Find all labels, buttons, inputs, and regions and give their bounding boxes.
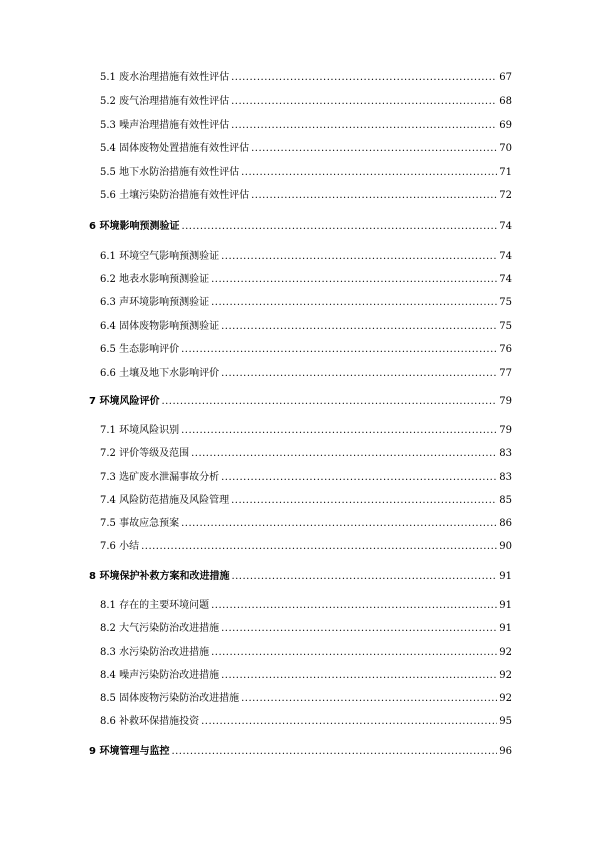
toc-entry-7-1[interactable] xyxy=(100,424,512,438)
toc-chapter-label: 7 环境风险评价 xyxy=(89,396,160,407)
dot-leader xyxy=(191,447,497,461)
toc-page-number: 91 xyxy=(499,600,512,611)
toc-page-number: 75 xyxy=(499,297,512,308)
dot-leader xyxy=(181,424,497,438)
toc-page-number: 72 xyxy=(499,190,512,201)
toc-page-number: 86 xyxy=(499,518,512,529)
toc-chapter-9[interactable] xyxy=(89,745,512,759)
toc-page-number: 83 xyxy=(499,472,512,483)
toc-entry-8-5[interactable] xyxy=(100,692,512,706)
toc-entry-8-4[interactable] xyxy=(100,669,512,683)
dot-leader xyxy=(181,517,497,531)
toc-chapter-7[interactable] xyxy=(89,395,512,409)
toc-entry-6-3[interactable] xyxy=(100,296,512,310)
toc-page-number: 79 xyxy=(499,425,512,436)
toc-page-number: 85 xyxy=(499,495,512,506)
toc-page-number: 90 xyxy=(499,541,512,552)
toc-entry-label: 8.3 水污染防治改进措施 xyxy=(100,647,210,658)
toc-entry-label: 7.4 风险防范措施及风险管理 xyxy=(100,495,230,506)
dot-leader xyxy=(211,296,497,310)
toc-entry-6-1[interactable] xyxy=(100,250,512,264)
toc-page-number: 74 xyxy=(499,274,512,285)
toc-entry-6-4[interactable] xyxy=(100,320,512,334)
toc-page-number: 92 xyxy=(499,693,512,704)
dot-leader xyxy=(221,669,497,683)
dot-leader xyxy=(171,745,497,759)
dot-leader xyxy=(211,273,497,287)
toc-entry-5-5[interactable] xyxy=(100,166,512,180)
toc-page-number: 74 xyxy=(499,221,512,232)
toc-page-number: 77 xyxy=(499,368,512,379)
toc-entry-5-2[interactable] xyxy=(100,95,512,109)
dot-leader xyxy=(161,395,497,409)
toc-page-number: 69 xyxy=(499,120,512,131)
toc-page-number: 83 xyxy=(499,448,512,459)
toc-page-number: 70 xyxy=(499,143,512,154)
toc-entry-label: 6.2 地表水影响预测验证 xyxy=(100,274,210,285)
dot-leader xyxy=(211,646,497,660)
toc-page-number: 92 xyxy=(499,647,512,658)
toc-entry-5-3[interactable] xyxy=(100,119,512,133)
toc-entry-8-3[interactable] xyxy=(100,646,512,660)
dot-leader xyxy=(221,320,497,334)
toc-page-number: 95 xyxy=(499,716,512,727)
dot-leader xyxy=(221,367,497,381)
dot-leader xyxy=(241,166,497,180)
toc-page-number: 96 xyxy=(499,746,512,757)
toc-entry-7-2[interactable] xyxy=(100,447,512,461)
toc-entry-label: 8.4 噪声污染防治改进措施 xyxy=(100,670,220,681)
dot-leader xyxy=(141,540,497,554)
dot-leader xyxy=(251,189,497,203)
toc-entry-7-5[interactable] xyxy=(100,517,512,531)
dot-leader xyxy=(211,599,497,613)
dot-leader xyxy=(221,622,497,636)
toc-entry-label: 5.5 地下水防治措施有效性评估 xyxy=(100,167,240,178)
dot-leader xyxy=(231,570,497,584)
toc-entry-label: 6.6 土壤及地下水影响评价 xyxy=(100,368,220,379)
toc-entry-label: 6.3 声环境影响预测验证 xyxy=(100,297,210,308)
toc-entry-label: 8.1 存在的主要环境问题 xyxy=(100,600,210,611)
toc-entry-label: 5.4 固体废物处置措施有效性评估 xyxy=(100,143,250,154)
toc-chapter-label: 6 环境影响预测验证 xyxy=(89,221,180,232)
toc-page-number: 74 xyxy=(499,251,512,262)
toc-page-number: 75 xyxy=(499,321,512,332)
toc-entry-5-1[interactable] xyxy=(100,71,512,85)
toc-entry-label: 7.5 事故应急预案 xyxy=(100,518,180,529)
dot-leader xyxy=(181,220,497,234)
toc-entry-label: 8.2 大气污染防治改进措施 xyxy=(100,623,220,634)
dot-leader xyxy=(221,250,497,264)
dot-leader xyxy=(181,343,497,357)
toc-page-number: 91 xyxy=(499,623,512,634)
toc-entry-6-5[interactable] xyxy=(100,343,512,357)
toc-entry-label: 5.2 废气治理措施有效性评估 xyxy=(100,96,230,107)
toc-chapter-label: 9 环境管理与监控 xyxy=(89,746,170,757)
toc-page-number: 91 xyxy=(499,571,512,582)
toc-page-number: 71 xyxy=(499,167,512,178)
toc-page-number: 68 xyxy=(499,96,512,107)
toc-chapter-8[interactable] xyxy=(89,570,512,584)
dot-leader xyxy=(231,95,497,109)
toc-entry-label: 6.4 固体废物影响预测验证 xyxy=(100,321,220,332)
toc-entry-6-6[interactable] xyxy=(100,367,512,381)
toc-entry-5-4[interactable] xyxy=(100,142,512,156)
toc-entry-8-1[interactable] xyxy=(100,599,512,613)
toc-page-number: 79 xyxy=(499,396,512,407)
toc-entry-7-3[interactable] xyxy=(100,471,512,485)
toc-entry-label: 6.1 环境空气影响预测验证 xyxy=(100,251,220,262)
toc-entry-6-2[interactable] xyxy=(100,273,512,287)
dot-leader xyxy=(231,119,497,133)
toc-entry-label: 7.6 小结 xyxy=(100,541,140,552)
toc-entry-label: 5.3 噪声治理措施有效性评估 xyxy=(100,120,230,131)
toc-entry-5-6[interactable] xyxy=(100,189,512,203)
toc-page-number: 67 xyxy=(499,72,512,83)
toc-entry-label: 5.6 土壤污染防治措施有效性评估 xyxy=(100,190,250,201)
toc-entry-8-6[interactable] xyxy=(100,715,512,729)
dot-leader xyxy=(231,71,497,85)
toc-chapter-6[interactable] xyxy=(89,220,512,234)
toc-entry-label: 7.1 环境风险识别 xyxy=(100,425,180,436)
toc-page-number: 92 xyxy=(499,670,512,681)
toc-entry-label: 5.1 废水治理措施有效性评估 xyxy=(100,72,230,83)
dot-leader xyxy=(201,715,497,729)
dot-leader xyxy=(231,494,497,508)
toc-entry-8-2[interactable] xyxy=(100,622,512,636)
dot-leader xyxy=(241,692,497,706)
toc-entry-label: 8.5 固体废物污染防治改进措施 xyxy=(100,693,240,704)
toc-entry-label: 7.2 评价等级及范围 xyxy=(100,448,190,459)
toc-entry-label: 7.3 选矿废水泄漏事故分析 xyxy=(100,472,220,483)
dot-leader xyxy=(221,471,497,485)
toc-entry-7-6[interactable] xyxy=(100,540,512,554)
toc-entry-label: 6.5 生态影响评价 xyxy=(100,344,180,355)
toc-entry-label: 8.6 补救环保措施投资 xyxy=(100,716,200,727)
toc-chapter-label: 8 环境保护补救方案和改进措施 xyxy=(89,571,230,582)
dot-leader xyxy=(251,142,497,156)
toc-entry-7-4[interactable] xyxy=(100,494,512,508)
toc-page-number: 76 xyxy=(499,344,512,355)
